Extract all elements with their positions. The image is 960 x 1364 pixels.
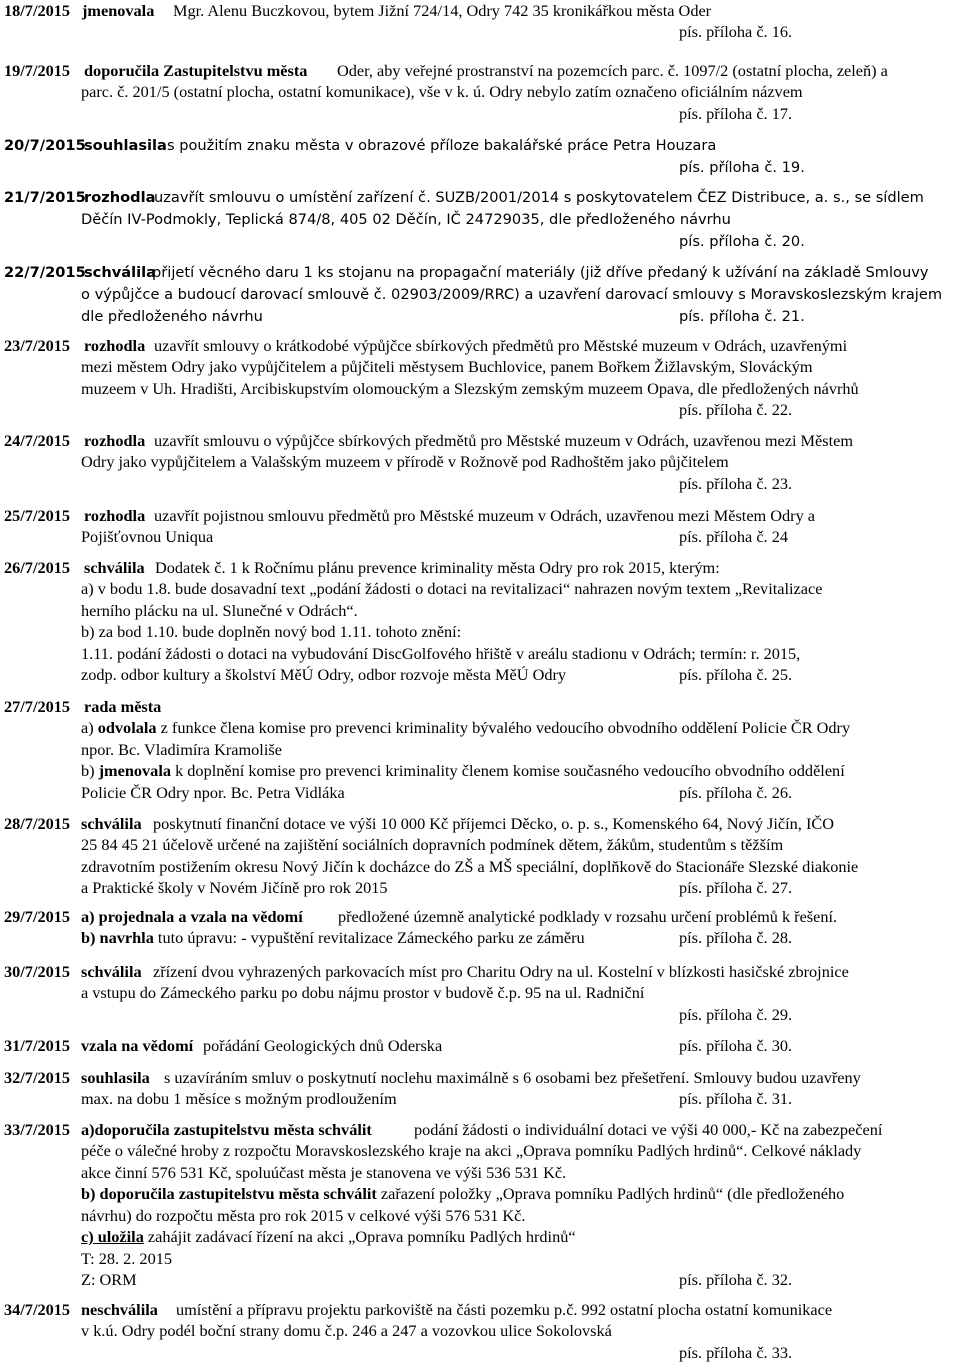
- resolution-number: 23/7/2015: [4, 336, 71, 355]
- resolution-text: b) jmenovala k doplnění komise pro prevenci kriminality členem komise současného vedoucího obvodního oddělení: [81, 761, 845, 780]
- resolution-text: herního plácku na ul. Slunečné v Odrách“.: [81, 601, 358, 620]
- resolution-text: max. na dobu 1 měsíce s možným prodloužením: [81, 1089, 397, 1108]
- resolution-verb: souhlasila: [81, 1068, 150, 1087]
- resolution-text: c) uložila zahájit zadávací řízení na akci „Oprava pomníku Padlých hrdinů“: [81, 1227, 576, 1246]
- resolution-text: Pojišťovnou Uniqua: [81, 527, 214, 546]
- resolution-text: Z: ORM: [81, 1270, 137, 1289]
- resolution-verb: rozhodla: [84, 189, 156, 206]
- resolution-number: 27/7/2015: [4, 697, 71, 716]
- resolution-18: [0, 0, 960, 40]
- resolution-text: a) odvolala z funkce člena komise pro prevenci kriminality bývalého vedoucího obvodního oddělení Policie ČR Odry: [81, 718, 851, 737]
- resolution-text: přijetí věcného daru 1 ks stojanu na propagační materiály (již dříve předaný k užívání na základě Smlouvy: [152, 264, 929, 281]
- resolution-text: Dodatek č. 1 k Ročnímu plánu prevence kriminality města Odry pro rok 2015, kterým:: [155, 558, 720, 577]
- resolution-number: 32/7/2015: [4, 1068, 71, 1087]
- resolution-verb: a)doporučila zastupitelstvu města schválit: [81, 1120, 372, 1139]
- resolution-verb: rozhodla: [84, 431, 146, 450]
- resolution-text: Mgr. Alenu Buczkovou, bytem Jižní 724/14, Odry 742 35 kronikářkou města Oder: [173, 1, 712, 20]
- attachment-ref: pís. příloha č. 28.: [679, 928, 793, 947]
- resolution-verb: doporučila Zastupitelstvu města: [84, 61, 308, 80]
- resolution-text: mezi městem Odry jako vypůjčitelem a půjčiteli městysem Buchlovice, panem Bořkem Žižlavským, Slováckým: [81, 357, 813, 376]
- resolution-verb: schválila: [81, 962, 142, 981]
- resolution-verb: schválila: [84, 558, 145, 577]
- resolution-text: dle předloženého návrhu: [81, 308, 263, 325]
- resolution-text: s uzavíráním smluv o poskytnutí noclehu maximálně s 6 osobami bez přešetření. Smlouvy budou uzavřeny: [164, 1068, 861, 1087]
- resolution-verb: a) projednala a vzala na vědomí: [81, 907, 303, 926]
- resolution-verb: schválila: [81, 814, 142, 833]
- resolution-verb: rozhodla: [84, 336, 146, 355]
- resolution-number: 33/7/2015: [4, 1120, 71, 1139]
- resolution-number: 24/7/2015: [4, 431, 71, 450]
- resolution-text: zdravotním postižením okresu Nový Jičín k docházce do ZŠ a MŠ speciální, doplňkově do Stacionáře Slezské diakonie: [81, 857, 859, 876]
- resolution-text: uzavřít pojistnou smlouvu předmětů pro Městské muzeum v Odrách, uzavřenou mezi Městem Odry a: [154, 506, 816, 525]
- attachment-ref: pís. příloha č. 16.: [679, 22, 793, 41]
- resolution-text: o výpůjčce a budoucí darovací smlouvě č. 02903/2009/RRC) a uzavření darovací smlouvy s Moravskoslezským krajem: [81, 286, 943, 303]
- attachment-ref: pís. příloha č. 20.: [679, 233, 805, 250]
- resolution-number: 25/7/2015: [4, 506, 71, 525]
- resolution-verb: jmenovala: [82, 1, 155, 20]
- attachment-ref: pís. příloha č. 32.: [679, 1270, 793, 1289]
- resolution-text: uzavřít smlouvu o výpůjčce sbírkových předmětů pro Městské muzeum v Odrách, uzavřenou mezi Městem: [154, 431, 853, 450]
- resolution-number: 31/7/2015: [4, 1036, 71, 1055]
- attachment-ref: pís. příloha č. 33.: [679, 1343, 793, 1362]
- resolution-text: péče o válečné hroby z rozpočtu Moravskoslezského kraje na akci „Oprava pomníku Padlých hrdinů“. Celkové náklady: [81, 1141, 862, 1160]
- resolution-verb: vzala na vědomí: [81, 1036, 194, 1055]
- resolution-number: 21/7/2015: [4, 189, 86, 206]
- resolution-text: návrhu) do rozpočtu města pro rok 2015 v celkové výši 576 531 Kč.: [81, 1206, 526, 1225]
- resolution-text: parc. č. 201/5 (ostatní plocha, ostatní komunikace), vše v k. ú. Odry nebylo zatím označeno oficiálním názvem: [81, 82, 803, 101]
- resolution-text: b) doporučila zastupitelstvu města schválit zařazení položky „Oprava pomníku Padlých hrdinů“ (dle předloženého: [81, 1184, 845, 1203]
- resolution-number: 28/7/2015: [4, 814, 71, 833]
- resolution-text: s použitím znaku města v obrazové příloze bakalářské práce Petra Houzara: [167, 137, 717, 154]
- resolution-text: zodp. odbor kultury a školství MěÚ Odry, odbor rozvoje města MěÚ Odry: [81, 665, 567, 684]
- resolution-text: Policie ČR Odry npor. Bc. Petra Vidláka: [81, 783, 345, 802]
- resolution-number: 22/7/2015: [4, 264, 86, 281]
- resolution-number: 20/7/2015: [4, 137, 86, 154]
- attachment-ref: pís. příloha č. 25.: [679, 665, 793, 684]
- attachment-ref: pís. příloha č. 22.: [679, 400, 793, 419]
- resolution-text: npor. Bc. Vladimíra Kramoliše: [81, 740, 282, 759]
- resolution-text: 25 84 45 21 účelově určené na zajištění sociálních dopravních podmínek dětem, žákům, studentům s těžším: [81, 835, 784, 854]
- resolution-number: 34/7/2015: [4, 1300, 71, 1319]
- resolution-number: 29/7/2015: [4, 907, 71, 926]
- resolution-text: poskytnutí finanční dotace ve výši 10 000 Kč příjemci Děcko, o. p. s., Komenského 64, Nový Jičín, IČO: [153, 814, 834, 833]
- emphasized-verb: jmenovala: [98, 761, 171, 780]
- resolution-text: b) navrhla tuto úpravu: - vypuštění revitalizace Zámeckého parku ze záměru: [81, 928, 585, 947]
- emphasized-verb: b) doporučila zastupitelstvu města schválit: [81, 1184, 377, 1203]
- emphasized-verb: b) navrhla: [81, 928, 154, 947]
- resolution-text: podání žádosti o individuální dotaci ve výši 40 000,- Kč na zabezpečení: [414, 1120, 883, 1139]
- resolution-text: akce činní 576 531 Kč, spoluúčast města je stanovena ve výši 536 531 Kč.: [81, 1163, 567, 1182]
- resolution-text: Odry jako vypůjčitelem a Valašským muzeem v přírodě v Rožnově pod Radhoštěm jako půjčitelem: [81, 452, 729, 471]
- attachment-ref: pís. příloha č. 27.: [679, 878, 793, 897]
- attachment-ref: pís. příloha č. 24: [679, 527, 788, 546]
- resolution-verb: schválila: [84, 264, 156, 281]
- resolution-number: 19/7/2015: [4, 61, 71, 80]
- attachment-ref: pís. příloha č. 31.: [679, 1089, 793, 1108]
- resolution-number: 26/7/2015: [4, 558, 71, 577]
- resolution-text: Oder, aby veřejné prostranství na pozemcích parc. č. 1097/2 (ostatní plocha, zeleň) a: [337, 61, 888, 80]
- resolution-number: 30/7/2015: [4, 962, 71, 981]
- resolution-verb: rozhodla: [84, 506, 146, 525]
- resolution-text: předložené územně analytické podklady v rozsahu určení problémů k řešení.: [338, 907, 838, 926]
- resolution-text: a) v bodu 1.8. bude dosavadní text „podání žádosti o dotaci na revitalizaci“ nahrazen novým textem „Revitalizace: [81, 579, 823, 598]
- resolution-text: umístění a přípravu projektu parkoviště na části pozemku p.č. 992 ostatní plocha ostatní komunikace: [176, 1300, 833, 1319]
- emphasized-verb: c) uložila: [81, 1227, 144, 1246]
- attachment-ref: pís. příloha č. 30.: [679, 1036, 793, 1055]
- resolution-text: v k.ú. Odry podél boční strany domu č.p. 246 a 247 a vozovkou ulice Sokolovská: [81, 1321, 612, 1340]
- attachment-ref: pís. příloha č. 29.: [679, 1005, 793, 1024]
- attachment-ref: pís. příloha č. 23.: [679, 474, 793, 493]
- attachment-ref: pís. příloha č. 19.: [679, 159, 805, 176]
- resolution-text: uzavřít smlouvu o umístění zařízení č. SUZB/2001/2014 s poskytovatelem ČEZ Distribuce, a. s., se sídlem: [154, 189, 924, 206]
- resolution-text: T: 28. 2. 2015: [81, 1249, 172, 1268]
- resolution-text: muzeem v Uh. Hradišti, Arcibiskupstvím olomouckým a Slezským zemským muzeem Opava, dle předložených návrhů: [81, 379, 859, 398]
- attachment-ref: pís. příloha č. 26.: [679, 783, 793, 802]
- resolution-text: pořádání Geologických dnů Oderska: [203, 1036, 443, 1055]
- resolution-text: a vstupu do Zámeckého parku po dobu nájmu prostor v budově č.p. 95 na ul. Radniční: [81, 983, 645, 1002]
- resolution-verb: rada města: [84, 697, 162, 716]
- resolution-text: 1.11. podání žádosti o dotaci na vybudování DiscGolfového hřiště v areálu stadionu v Odrách; termín: r. 2015,: [81, 644, 801, 663]
- resolution-verb: neschválila: [81, 1300, 158, 1319]
- resolution-verb: souhlasila: [84, 137, 167, 154]
- attachment-ref: pís. příloha č. 17.: [679, 104, 793, 123]
- resolution-number: 18/7/2015: [4, 1, 71, 20]
- resolution-text: Děčín IV-Podmokly, Teplická 874/8, 405 02 Děčín, IČ 24729035, dle předloženého návrhu: [81, 211, 731, 228]
- resolution-text: b) za bod 1.10. bude doplněn nový bod 1.11. tohoto znění:: [81, 622, 462, 641]
- emphasized-verb: odvolala: [97, 718, 157, 737]
- resolution-text: uzavřít smlouvy o krátkodobé výpůjčce sbírkových předmětů pro Městské muzeum v Odrách, uzavřenými: [154, 336, 848, 355]
- resolution-text: a Praktické školy v Novém Jičíně pro rok 2015: [81, 878, 388, 897]
- attachment-ref: pís. příloha č. 21.: [679, 308, 805, 325]
- resolution-text: zřízení dvou vyhrazených parkovacích míst pro Charitu Odry na ul. Kostelní v blízkosti hasičské zbrojnice: [153, 962, 849, 981]
